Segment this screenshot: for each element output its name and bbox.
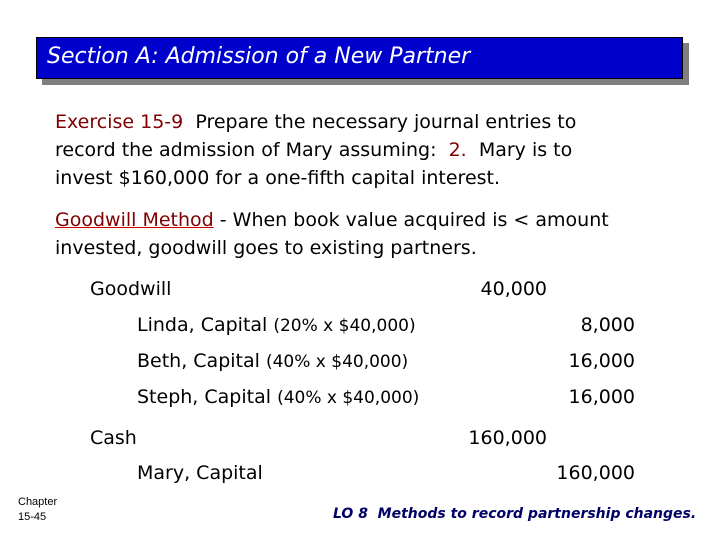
- entry-debit-goodwill: 40,000: [480, 278, 547, 300]
- exercise-number: 2.: [448, 139, 467, 161]
- entry-note-linda: (20% x $40,000): [273, 316, 416, 336]
- exercise-line1: Prepare the necessary journal entries to: [195, 111, 577, 133]
- chapter-label: [18, 495, 57, 525]
- entry-credit-beth: 16,000: [568, 350, 635, 372]
- chapter-text: Chapter: [18, 496, 58, 508]
- entry-account-mary: Mary, Capital: [137, 462, 263, 484]
- method-line2: invested, goodwill goes to existing partners.: [55, 237, 477, 259]
- method-line1: - When book value acquired is < amount: [219, 209, 609, 231]
- exercise-line2-a: record the admission of Mary assuming:: [55, 139, 437, 161]
- entry-credit-steph: 16,000: [568, 386, 635, 408]
- slide-title: Section A: Admission of a New Partner: [47, 44, 471, 69]
- learning-objective: LO 8 Methods to record partnership changes.: [333, 506, 697, 522]
- method-paragraph: [55, 206, 609, 262]
- page-number: 15-45: [18, 511, 47, 523]
- method-label: Goodwill Method: [55, 209, 214, 231]
- entry-credit-linda: 8,000: [580, 314, 635, 336]
- exercise-line3: invest $160,000 for a one-fifth capital interest.: [55, 167, 501, 189]
- entry-account-linda: Linda, Capital (20% x $40,000): [137, 314, 416, 336]
- entry-note-steph: (40% x $40,000): [277, 388, 420, 408]
- exercise-label: Exercise 15-9: [55, 111, 184, 133]
- title-bar: [36, 37, 683, 79]
- entry-note-beth: (40% x $40,000): [265, 352, 409, 372]
- entry-account-beth: Beth, Capital (40% x $40,000): [137, 350, 409, 372]
- exercise-line2-b: Mary is to: [478, 139, 573, 161]
- exercise-paragraph: [55, 108, 576, 192]
- entry-account-goodwill: Goodwill: [90, 278, 172, 300]
- entry-account-cash: Cash: [90, 427, 137, 449]
- entry-credit-mary: 160,000: [556, 462, 635, 484]
- entry-debit-cash: 160,000: [468, 427, 547, 449]
- entry-account-steph: Steph, Capital (40% x $40,000): [137, 386, 420, 408]
